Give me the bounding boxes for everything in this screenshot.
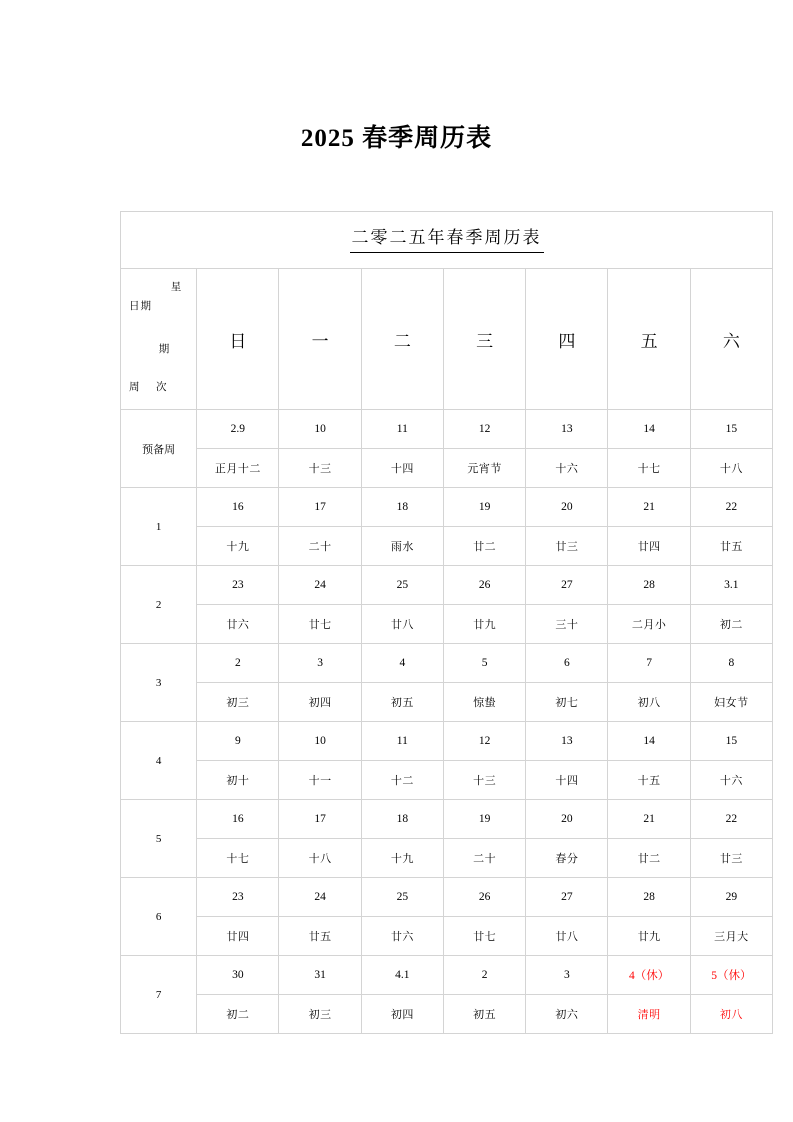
- solar-date-cell: 20: [526, 488, 608, 527]
- weekday-header-mon: 一: [279, 269, 361, 410]
- calendar-table-container: [120, 211, 773, 1034]
- lunar-date-cell: 十一: [279, 761, 361, 800]
- solar-date-cell: 10: [279, 410, 361, 449]
- solar-date-cell: 23: [197, 878, 279, 917]
- solar-date-cell: 23: [197, 566, 279, 605]
- corner-label-period: 期: [158, 344, 171, 355]
- solar-date-cell: 28: [608, 878, 690, 917]
- solar-date-cell: 30: [197, 956, 279, 995]
- lunar-date-cell: 廿六: [361, 917, 443, 956]
- solar-date-cell: 15: [690, 722, 772, 761]
- solar-date-cell: 31: [279, 956, 361, 995]
- solar-date-cell: 4.1: [361, 956, 443, 995]
- table-row: [121, 761, 773, 800]
- lunar-date-cell: 初八: [690, 995, 772, 1034]
- lunar-date-cell: 廿二: [608, 839, 690, 878]
- lunar-date-cell: 初二: [197, 995, 279, 1034]
- table-row: [121, 839, 773, 878]
- week-number-cell: 7: [121, 956, 197, 1034]
- table-row: [121, 722, 773, 761]
- table-row: [121, 527, 773, 566]
- solar-date-cell: 8: [690, 644, 772, 683]
- lunar-date-cell: 初七: [526, 683, 608, 722]
- solar-date-cell: 7: [608, 644, 690, 683]
- solar-date-cell: 24: [279, 878, 361, 917]
- lunar-date-cell: 廿三: [690, 839, 772, 878]
- lunar-date-cell: 廿九: [608, 917, 690, 956]
- solar-date-cell: 24: [279, 566, 361, 605]
- table-row: [121, 683, 773, 722]
- week-number-cell: 3: [121, 644, 197, 722]
- lunar-date-cell: 廿七: [443, 917, 525, 956]
- spring-week-calendar-table: [120, 211, 773, 1034]
- solar-date-cell: 22: [690, 800, 772, 839]
- lunar-date-cell: 廿六: [197, 605, 279, 644]
- weekday-header-fri: 五: [608, 269, 690, 410]
- solar-date-cell: 21: [608, 800, 690, 839]
- solar-date-cell: 25: [361, 878, 443, 917]
- lunar-date-cell: 三月大: [690, 917, 772, 956]
- solar-date-cell: 9: [197, 722, 279, 761]
- lunar-date-cell: 二十: [443, 839, 525, 878]
- solar-date-cell: 16: [197, 488, 279, 527]
- week-number-cell: 4: [121, 722, 197, 800]
- solar-date-cell: 14: [608, 722, 690, 761]
- lunar-date-cell: 三十: [526, 605, 608, 644]
- corner-label-star: 星: [170, 282, 183, 293]
- lunar-date-cell: 廿二: [443, 527, 525, 566]
- corner-label-date: 日期: [129, 301, 152, 312]
- table-row: [121, 878, 773, 917]
- lunar-date-cell: 十六: [526, 449, 608, 488]
- weekday-header-tue: 二: [361, 269, 443, 410]
- solar-date-cell: 22: [690, 488, 772, 527]
- lunar-date-cell: 十七: [608, 449, 690, 488]
- lunar-date-cell: 清明: [608, 995, 690, 1034]
- table-row: [121, 800, 773, 839]
- lunar-date-cell: 廿三: [526, 527, 608, 566]
- lunar-date-cell: 初三: [197, 683, 279, 722]
- solar-date-cell: 17: [279, 800, 361, 839]
- lunar-date-cell: 二月小: [608, 605, 690, 644]
- solar-date-cell: 2: [197, 644, 279, 683]
- lunar-date-cell: 十八: [690, 449, 772, 488]
- solar-date-cell: 27: [526, 566, 608, 605]
- solar-date-cell: 4: [361, 644, 443, 683]
- lunar-date-cell: 初五: [443, 995, 525, 1034]
- solar-date-cell: 4（休）: [608, 956, 690, 995]
- solar-date-cell: 19: [443, 488, 525, 527]
- lunar-date-cell: 十六: [690, 761, 772, 800]
- lunar-date-cell: 十四: [361, 449, 443, 488]
- solar-date-cell: 25: [361, 566, 443, 605]
- week-number-cell: 预备周: [121, 410, 197, 488]
- lunar-date-cell: 十二: [361, 761, 443, 800]
- solar-date-cell: 26: [443, 878, 525, 917]
- solar-date-cell: 26: [443, 566, 525, 605]
- lunar-date-cell: 十七: [197, 839, 279, 878]
- table-caption-text: 二零二五年春季周历表: [350, 227, 544, 252]
- solar-date-cell: 29: [690, 878, 772, 917]
- solar-date-cell: 3: [526, 956, 608, 995]
- solar-date-cell: 6: [526, 644, 608, 683]
- lunar-date-cell: 廿八: [361, 605, 443, 644]
- solar-date-cell: 11: [361, 722, 443, 761]
- solar-date-cell: 12: [443, 410, 525, 449]
- lunar-date-cell: 惊蛰: [443, 683, 525, 722]
- lunar-date-cell: 元宵节: [443, 449, 525, 488]
- table-row: [121, 917, 773, 956]
- solar-date-cell: 10: [279, 722, 361, 761]
- solar-date-cell: 18: [361, 800, 443, 839]
- lunar-date-cell: 初二: [690, 605, 772, 644]
- corner-label-week: 周: [129, 382, 141, 393]
- solar-date-cell: 3: [279, 644, 361, 683]
- calendar-table-body: [121, 212, 773, 1034]
- week-number-cell: 1: [121, 488, 197, 566]
- solar-date-cell: 21: [608, 488, 690, 527]
- week-number-cell: 6: [121, 878, 197, 956]
- lunar-date-cell: 廿七: [279, 605, 361, 644]
- lunar-date-cell: 十四: [526, 761, 608, 800]
- solar-date-cell: 5: [443, 644, 525, 683]
- lunar-date-cell: 初四: [279, 683, 361, 722]
- lunar-date-cell: 初十: [197, 761, 279, 800]
- solar-date-cell: 11: [361, 410, 443, 449]
- solar-date-cell: 16: [197, 800, 279, 839]
- solar-date-cell: 13: [526, 722, 608, 761]
- lunar-date-cell: 春分: [526, 839, 608, 878]
- corner-header-cell: [121, 269, 197, 410]
- lunar-date-cell: 二十: [279, 527, 361, 566]
- table-caption-row: [121, 212, 773, 269]
- table-row: [121, 410, 773, 449]
- table-row: [121, 566, 773, 605]
- table-header-row: [121, 269, 773, 410]
- lunar-date-cell: 正月十二: [197, 449, 279, 488]
- lunar-date-cell: 初四: [361, 995, 443, 1034]
- lunar-date-cell: 十三: [443, 761, 525, 800]
- lunar-date-cell: 十九: [197, 527, 279, 566]
- weekday-header-wed: 三: [443, 269, 525, 410]
- solar-date-cell: 14: [608, 410, 690, 449]
- solar-date-cell: 19: [443, 800, 525, 839]
- lunar-date-cell: 十三: [279, 449, 361, 488]
- solar-date-cell: 18: [361, 488, 443, 527]
- solar-date-cell: 12: [443, 722, 525, 761]
- lunar-date-cell: 廿四: [197, 917, 279, 956]
- lunar-date-cell: 十五: [608, 761, 690, 800]
- lunar-date-cell: 初五: [361, 683, 443, 722]
- weekday-header-thu: 四: [526, 269, 608, 410]
- lunar-date-cell: 廿五: [690, 527, 772, 566]
- solar-date-cell: 17: [279, 488, 361, 527]
- lunar-date-cell: 雨水: [361, 527, 443, 566]
- lunar-date-cell: 初三: [279, 995, 361, 1034]
- lunar-date-cell: 十八: [279, 839, 361, 878]
- solar-date-cell: 3.1: [690, 566, 772, 605]
- lunar-date-cell: 十九: [361, 839, 443, 878]
- lunar-date-cell: 廿九: [443, 605, 525, 644]
- solar-date-cell: 27: [526, 878, 608, 917]
- page-title: 2025 春季周历表: [300, 125, 493, 152]
- table-row: [121, 605, 773, 644]
- solar-date-cell: 28: [608, 566, 690, 605]
- lunar-date-cell: 妇女节: [690, 683, 772, 722]
- week-number-cell: 2: [121, 566, 197, 644]
- week-number-cell: 5: [121, 800, 197, 878]
- table-row: [121, 995, 773, 1034]
- lunar-date-cell: 廿四: [608, 527, 690, 566]
- table-caption-cell: [121, 212, 773, 269]
- lunar-date-cell: 初八: [608, 683, 690, 722]
- solar-date-cell: 2: [443, 956, 525, 995]
- table-row: [121, 449, 773, 488]
- solar-date-cell: 13: [526, 410, 608, 449]
- table-row: [121, 488, 773, 527]
- lunar-date-cell: 廿五: [279, 917, 361, 956]
- solar-date-cell: 20: [526, 800, 608, 839]
- table-row: [121, 956, 773, 995]
- corner-label-order: 次: [156, 382, 168, 393]
- weekday-header-sat: 六: [690, 269, 772, 410]
- solar-date-cell: 5（休）: [690, 956, 772, 995]
- solar-date-cell: 15: [690, 410, 772, 449]
- lunar-date-cell: 初六: [526, 995, 608, 1034]
- solar-date-cell: 2.9: [197, 410, 279, 449]
- table-row: [121, 644, 773, 683]
- lunar-date-cell: 廿八: [526, 917, 608, 956]
- weekday-header-sun: 日: [197, 269, 279, 410]
